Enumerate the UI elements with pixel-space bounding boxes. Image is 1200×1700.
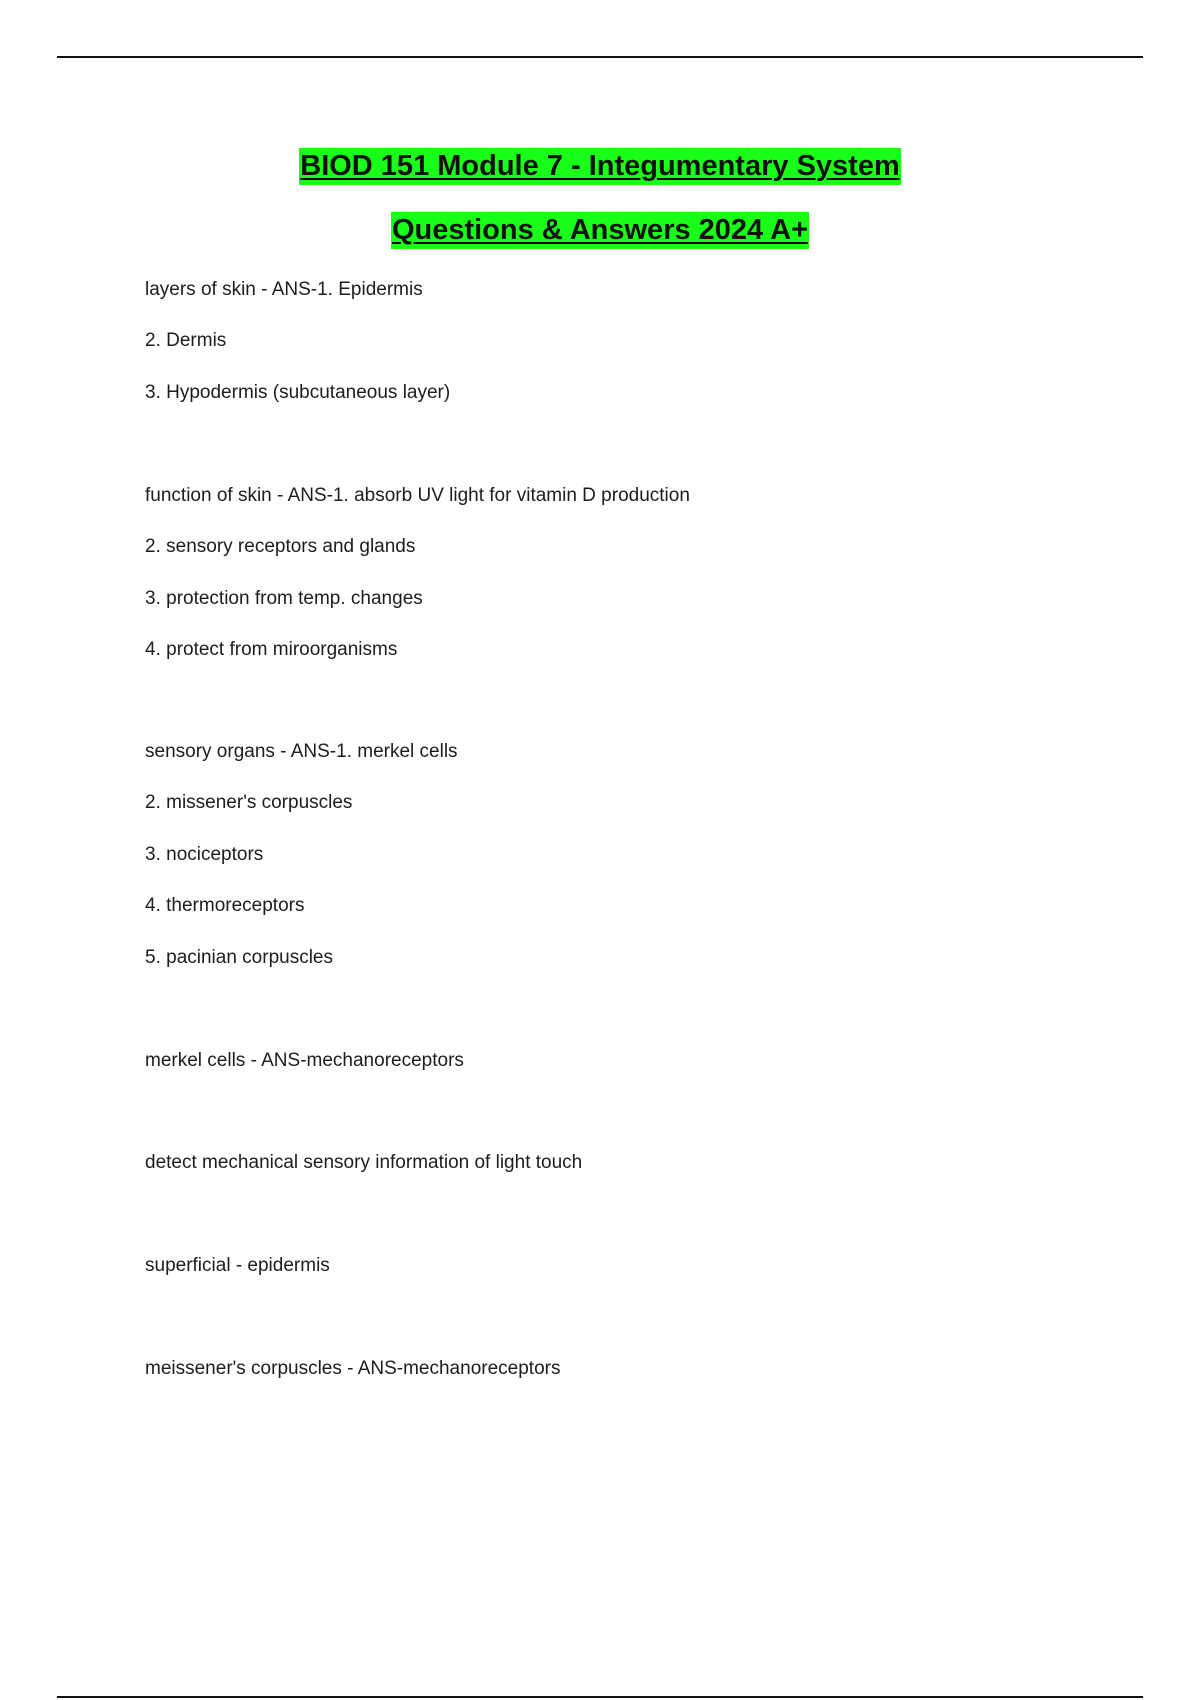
top-rule [57, 56, 1143, 58]
qa-line: 4. protect from miroorganisms [145, 639, 398, 660]
qa-line: 2. Dermis [145, 330, 227, 351]
qa-line: sensory organs - ANS-1. merkel cells [145, 741, 458, 762]
qa-line: layers of skin - ANS-1. Epidermis [145, 279, 423, 300]
qa-line: meissener's corpuscles - ANS-mechanoreceptors [145, 1358, 561, 1379]
title-highlight-2: Questions & Answers 2024 A+ [391, 212, 809, 249]
qa-line: 3. Hypodermis (subcutaneous layer) [145, 382, 451, 403]
qa-line: detect mechanical sensory information of light touch [145, 1152, 583, 1173]
qa-line: function of skin - ANS-1. absorb UV light for vitamin D production [145, 485, 690, 506]
title-highlight-1: BIOD 151 Module 7 - Integumentary System [299, 148, 900, 185]
qa-line: 4. thermoreceptors [145, 895, 305, 916]
qa-line: 3. nociceptors [145, 844, 264, 865]
qa-line: superficial - epidermis [145, 1255, 330, 1276]
qa-line: 2. sensory receptors and glands [145, 536, 416, 557]
document-title-line-1 [0, 148, 1200, 184]
bottom-rule [57, 1696, 1143, 1698]
qa-line: 5. pacinian corpuscles [145, 947, 333, 968]
qa-line: merkel cells - ANS-mechanoreceptors [145, 1050, 464, 1071]
qa-line: 2. missener's corpuscles [145, 792, 353, 813]
document-title-line-2 [0, 212, 1200, 248]
qa-line: 3. protection from temp. changes [145, 588, 423, 609]
